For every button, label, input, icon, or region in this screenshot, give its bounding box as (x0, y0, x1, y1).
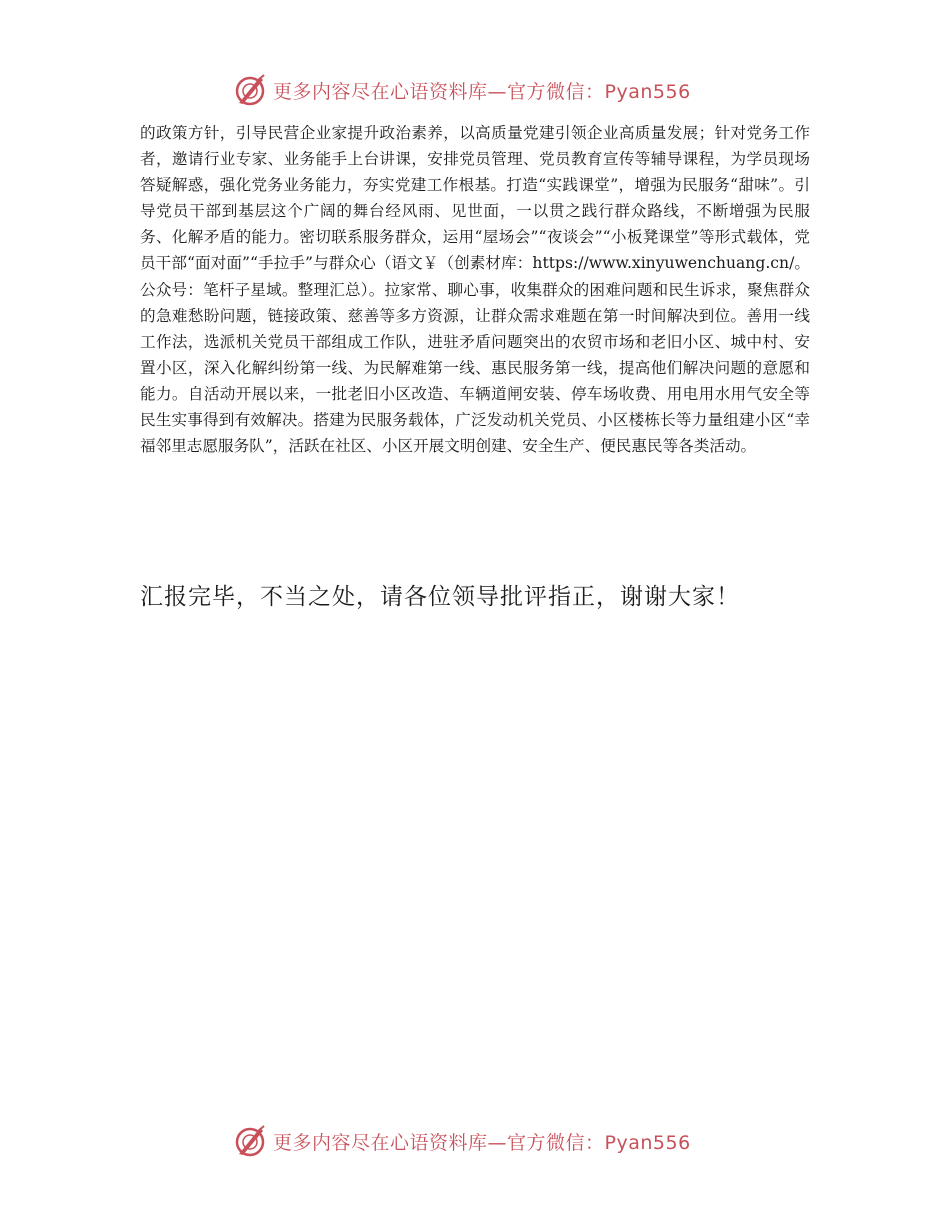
quill-pen-logo-icon (233, 1124, 267, 1158)
header-banner (233, 70, 713, 110)
header-banner-text: 更多内容尽在心语资料库—官方微信：Pyan556 (273, 80, 691, 103)
quill-pen-logo-icon (233, 73, 267, 107)
closing-remark: 汇报完毕，不当之处，请各位领导批评指正，谢谢大家！ (140, 584, 740, 610)
footer-banner (233, 1121, 713, 1161)
body-paragraph: 的政策方针，引导民营企业家提升政治素养，以高质量党建引领企业高质量发展；针对党务工作者，邀请行业专家、业务能手上台讲课，安排党员管理、党员教育宣传等辅导课程，为学员现场答疑解惑，强化党务业务能力，夯实党建工作根基。打造“实践课堂”，增强为民服务“甜味”。引导党员干部到基层这个广阔的舞台经风雨、见世面，一以贯之践行群众路线，不断增强为民服务、化解矛盾的能力。密切联系服务群众，运用“屋场会”“夜谈会”“小板凳课堂”等形式载体，党员干部“面对面”“手拉手”与群众心（语文￥（创素材库：https://www.xinyuwenchuang.cn/。公众号：笔杆子星域。整理汇总）。拉家常、聊心事，收集群众的困难问题和民生诉求，聚焦群众的急难愁盼问题，链接政策、慈善等多方资源，让群众需求难题在第一时间解决到位。善用一线工作法，选派机关党员干部组成工作队，进驻矛盾问题突出的农贸市场和老旧小区、城中村、安置小区，深入化解纠纷第一线、为民解难第一线、惠民服务第一线，提高他们解决问题的意愿和能力。自活动开展以来，一批老旧小区改造、车辆道闸安装、停车场收费、用电用水用气安全等民生实事得到有效解决。搭建为民服务载体，广泛发动机关党员、小区楼栋长等力量组建小区“幸福邻里志愿服务队”，活跃在社区、小区开展文明创建、安全生产、便民惠民等各类活动。 (140, 124, 810, 456)
footer-banner-text: 更多内容尽在心语资料库—官方微信：Pyan556 (273, 1131, 691, 1154)
